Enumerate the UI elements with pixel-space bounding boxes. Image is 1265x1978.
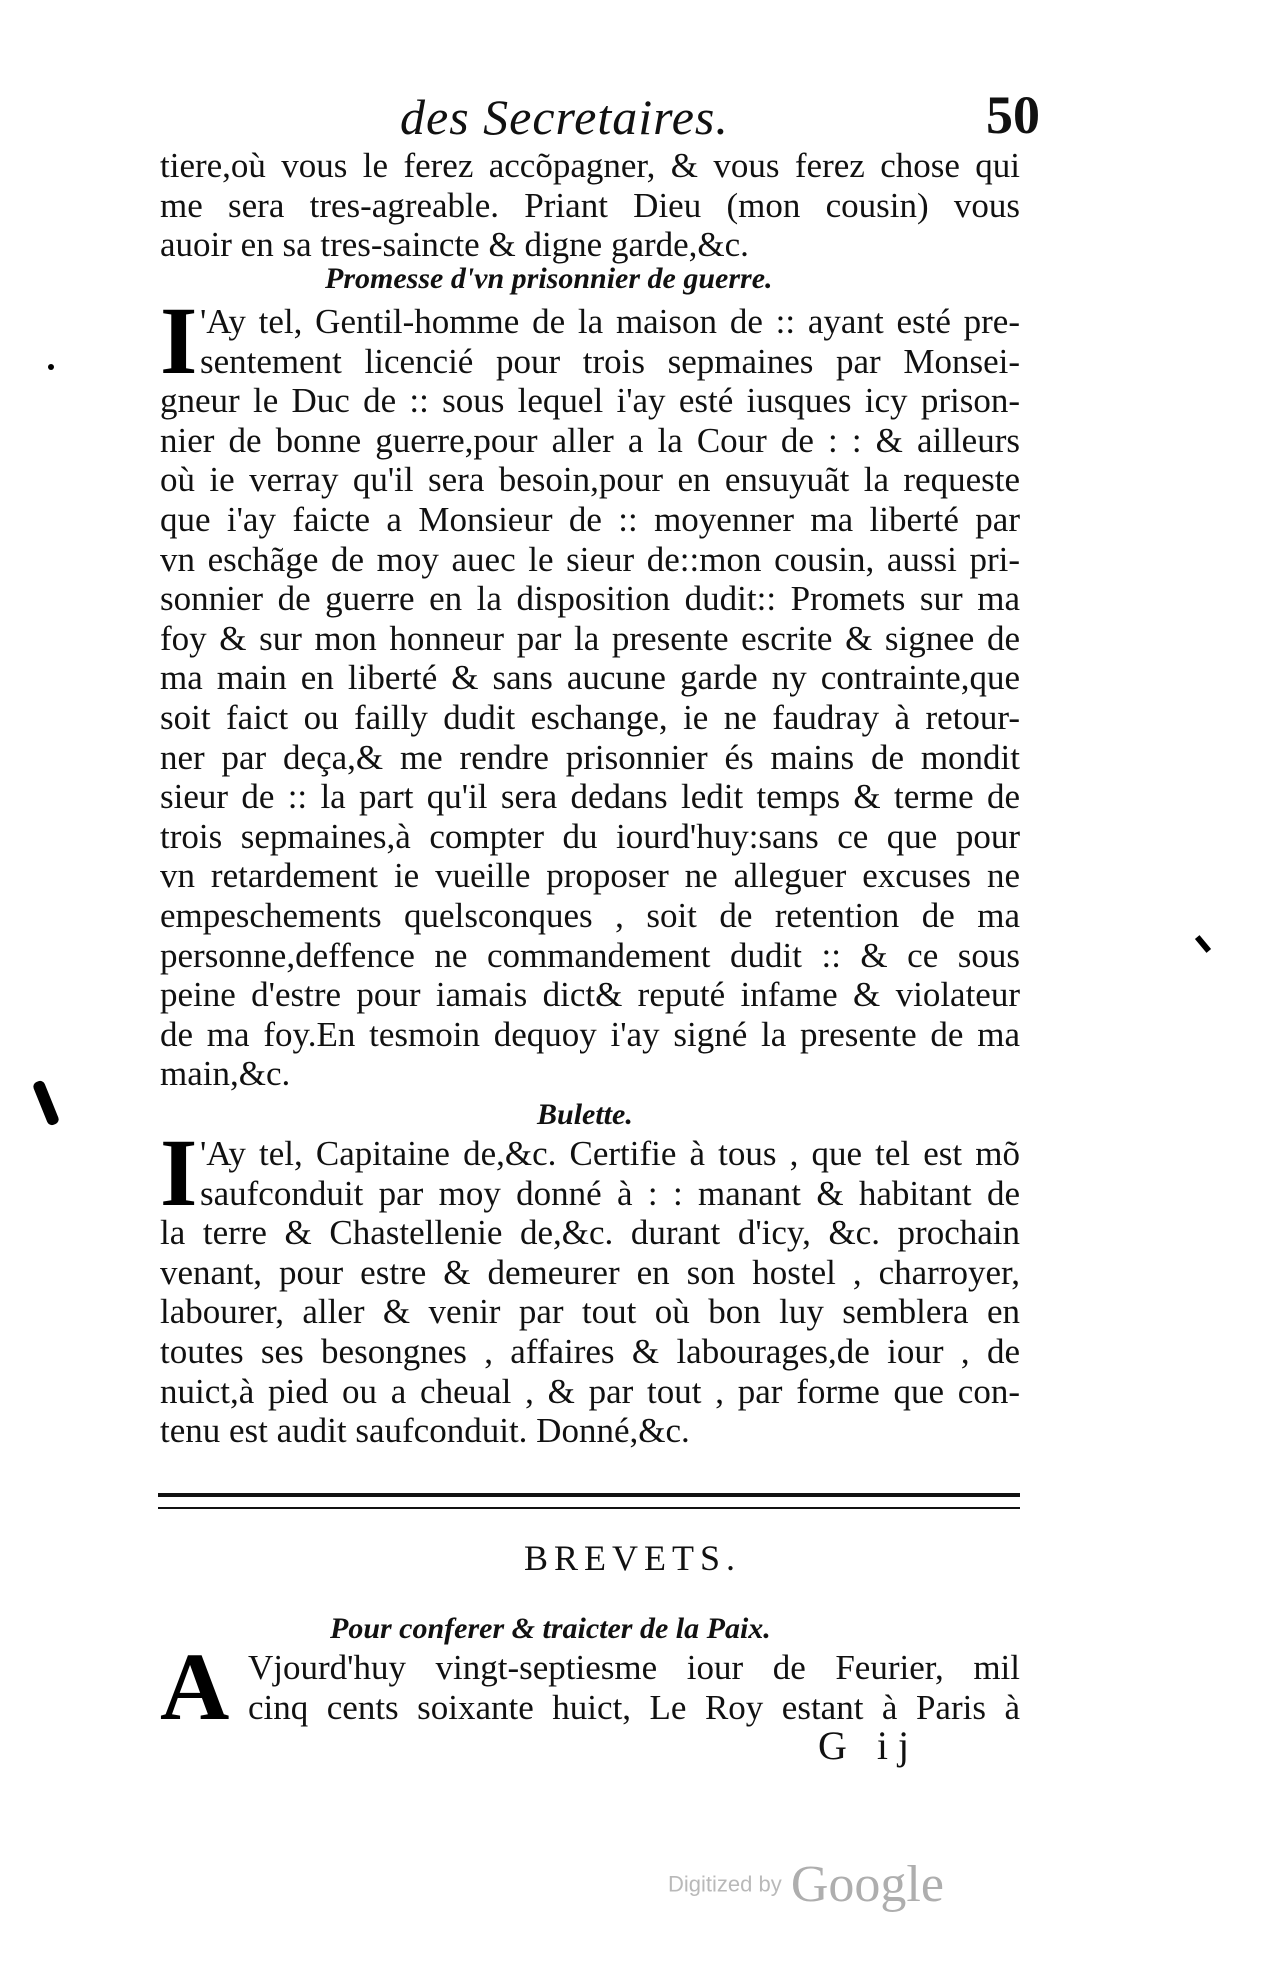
drop-capital: I <box>160 1119 198 1226</box>
text-line: tiere,où vous le ferez accõpagner, & vous ferez chose qui <box>160 146 1020 185</box>
text-line: labourer, aller & venir par tout où bon luy semblera en <box>160 1292 1020 1332</box>
continuation-paragraph <box>160 146 1020 265</box>
paragraph-bulette <box>160 1134 1020 1451</box>
text-line: nier de bonne guerre,pour aller a la Cour de : : & ailleurs <box>160 420 1020 460</box>
text-line: 'Ay tel, Gentil-homme de la maison de :: ayant esté pre- <box>200 302 1020 341</box>
signature-mark: G ij <box>818 1723 920 1768</box>
section-heading-brevets: BREVETS. <box>523 1538 741 1578</box>
stray-ink-mark <box>32 1079 60 1126</box>
text-line: foy & sur mon honneur par la presente escrite & signee de <box>160 618 1020 658</box>
text-line: que i'ay faicte a Monsieur de :: moyenner ma liberté par <box>160 499 1020 539</box>
text-line: trois sepmaines,à compter du iourd'huy:sans ce que pour <box>160 816 1020 856</box>
text-line: sonnier de guerre en la disposition dudit:: Promets sur ma <box>160 579 1020 619</box>
page-header <box>400 85 1040 148</box>
section-heading-promesse: Promesse d'vn prisonnier de guerre. <box>325 262 773 295</box>
text-line: empeschements quelsconques , soit de retention de ma <box>160 895 1020 935</box>
drop-capital: I <box>160 287 198 394</box>
text-line: où ie verray qu'il sera besoin,pour en ensuyuãt la requeste <box>160 460 1020 500</box>
paragraph-promesse <box>160 302 1020 1094</box>
text-line: me sera tres-agreable. Priant Dieu (mon cousin) vous <box>160 185 1020 225</box>
text-line: ner par deça,& me rendre prisonnier és mains de mondit <box>160 737 1020 777</box>
text-line: venant, pour estre & demeurer en son hostel , charroyer, <box>160 1252 1020 1292</box>
text-line: saufconduit par moy donné à : : manant & habitant de <box>200 1173 1020 1213</box>
text-line: Vjourd'huy vingt-septiesme iour de Feurier, mil <box>248 1648 1020 1687</box>
text-line: vn retardement ie vueille proposer ne alleguer excuses ne <box>160 856 1020 896</box>
text-line: cinq cents soixante huict, Le Roy estant à Paris à <box>248 1687 1020 1727</box>
section-heading-bulette: Bulette. <box>537 1098 633 1131</box>
section-divider-rule <box>158 1493 1020 1509</box>
drop-capital: A <box>160 1633 230 1740</box>
paragraph-brevets <box>160 1648 1020 1727</box>
stray-ink-mark <box>48 364 54 370</box>
text-line: de ma foy.En tesmoin dequoy i'ay signé la presente de ma <box>160 1014 1020 1054</box>
text-line: vn eschãge de moy auec le sieur de::mon cousin, aussi pri- <box>160 539 1020 579</box>
text-line: gneur le Duc de :: sous lequel i'ay esté iusques icy prison- <box>160 381 1020 421</box>
stray-ink-mark <box>1195 935 1211 953</box>
watermark-prefix: Digitized by <box>668 1871 782 1897</box>
text-line: main,&c. <box>160 1054 291 1094</box>
text-line: 'Ay tel, Capitaine de,&c. Certifie à tous , que tel est mõ <box>200 1134 1020 1173</box>
subheading-paix: Pour conferer & traicter de la Paix. <box>330 1612 771 1645</box>
text-line: la terre & Chastellenie de,&c. durant d'icy, &c. prochain <box>160 1213 1020 1253</box>
watermark-brand-logo: Google <box>790 1856 944 1913</box>
text-line: sieur de :: la part qu'il sera dedans ledit temps & terme de <box>160 777 1020 817</box>
page-number: 50 <box>986 85 1040 145</box>
text-line: nuict,à pied ou a cheual , & par tout , par forme que con- <box>160 1371 1020 1411</box>
running-title: des Secretaires. <box>400 89 729 145</box>
text-line: sentement licencié pour trois sepmaines par Monsei- <box>200 341 1020 381</box>
text-line: tenu est audit saufconduit. Donné,&c. <box>160 1411 690 1451</box>
text-line: personne,deffence ne commandement dudit :: & ce sous <box>160 935 1020 975</box>
text-line: toutes ses besongnes , affaires & labourages,de iour , de <box>160 1331 1020 1371</box>
text-line: auoir en sa tres-saincte & digne garde,&c. <box>160 225 749 265</box>
text-line: soit faict ou failly dudit eschange, ie ne faudray à retour- <box>160 697 1020 737</box>
text-line: peine d'estre pour iamais dict& reputé infame & violateur <box>160 975 1020 1015</box>
digitization-watermark <box>668 1855 944 1915</box>
text-line: ma main en liberté & sans aucune garde ny contrainte,que <box>160 658 1020 698</box>
